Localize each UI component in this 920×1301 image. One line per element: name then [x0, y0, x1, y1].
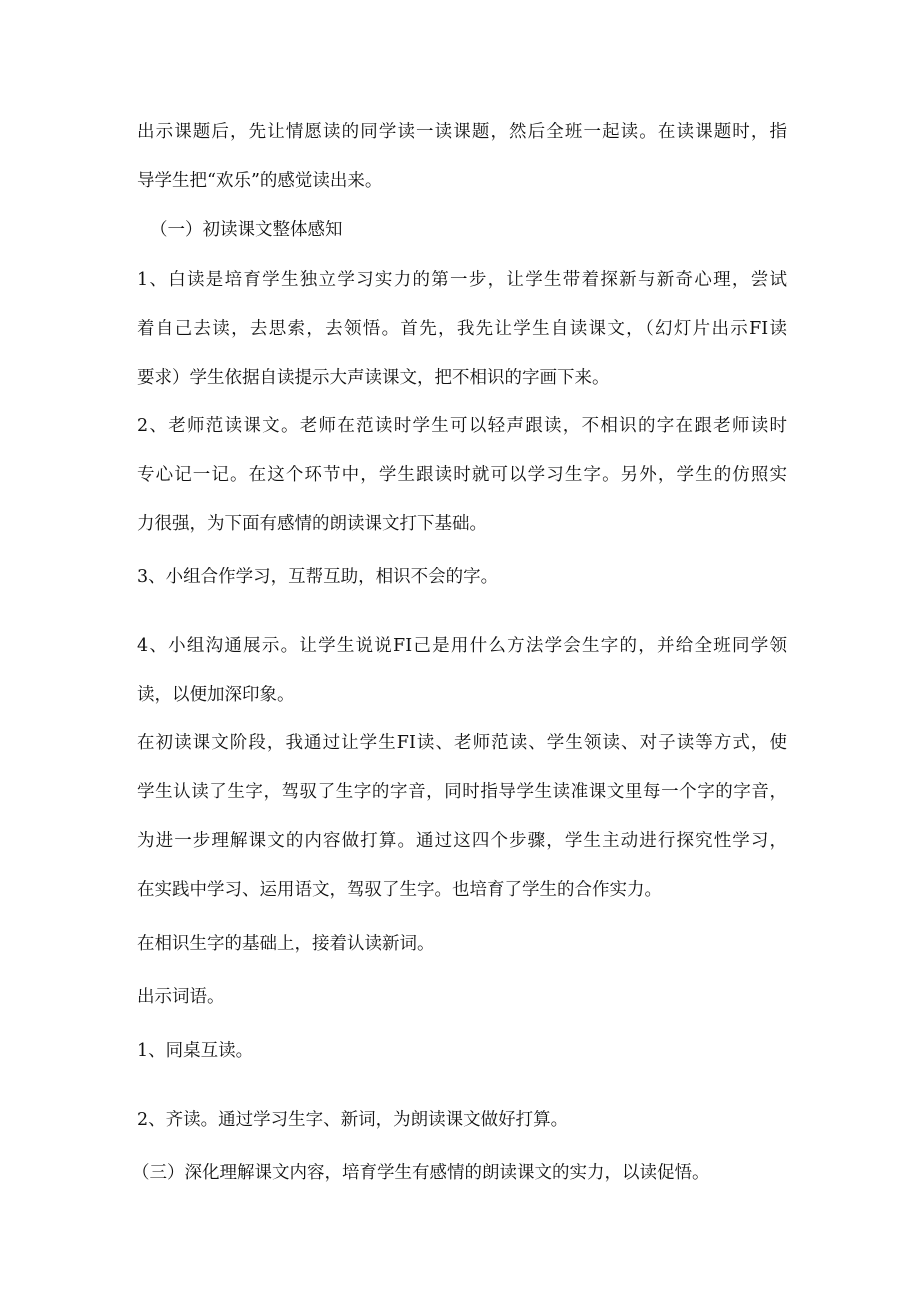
list-item-line: 要求）学生依据自读提示大声读课文，把不相识的字画下来。 — [137, 368, 610, 388]
paragraph-line: 导学生把“欢乐”的感觉读出来。 — [137, 171, 383, 191]
paragraph-line: 学生认读了生字，驾驭了生字的字音，同时指导学生读准课文里每一个字的字音， — [137, 782, 787, 802]
paragraph-line: 为进一步理解课文的内容做打算。通过这四个步骤，学生主动进行探究性学习， — [137, 831, 787, 851]
paragraph-line: 在初读课文阶段，我通过让学生FI读、老师范读、学生领读、对子读等方式，使 — [137, 733, 787, 753]
section-heading: （三）深化理解课文内容，培育学生有感情的朗读课文的实力，以读促悟。 — [132, 1163, 710, 1183]
section-heading: （一）初读课文整体感知 — [150, 220, 343, 240]
list-item-line: 2、老师范读课文。老师在范读时学生可以轻声跟读，不相识的字在跟老师读时 — [137, 416, 787, 436]
list-item-line: 读，以便加深印象。 — [137, 685, 295, 705]
paragraph-line: 在实践中学习、运用语文，驾驭了生字。也培育了学生的合作实力。 — [137, 880, 662, 900]
list-item-line: 1、同桌互读。 — [137, 1041, 254, 1061]
list-item-line: 2、齐读。通过学习生字、新词，为朗读课文做好打算。 — [137, 1110, 569, 1130]
paragraph-line: 在相识生字的基础上，接着认读新词。 — [137, 934, 435, 954]
paragraph-line: 出示词语。 — [137, 987, 225, 1007]
paragraph-line: 出示课题后，先让情愿读的同学读一读课题，然后全班一起读。在读课题时，指 — [137, 122, 787, 142]
list-item-line: 着自己去读，去思索，去领悟。首先，我先让学生自读课文，（幻灯片出示FI读 — [137, 319, 787, 339]
list-item-line: 1、白读是培育学生独立学习实力的第一步，让学生带着探新与新奇心理，尝试 — [137, 270, 787, 290]
list-item-line: 4、小组沟通展示。让学生说说FI己是用什么方法学会生字的，并给全班同学领 — [137, 636, 787, 656]
list-item-line: 3、小组合作学习，互帮互助，相识不会的字。 — [137, 567, 499, 587]
list-item-line: 专心记一记。在这个环节中，学生跟读时就可以学习生字。另外，学生的仿照实 — [137, 465, 787, 485]
list-item-line: 力很强，为下面有感情的朗读课文打下基础。 — [137, 514, 487, 534]
